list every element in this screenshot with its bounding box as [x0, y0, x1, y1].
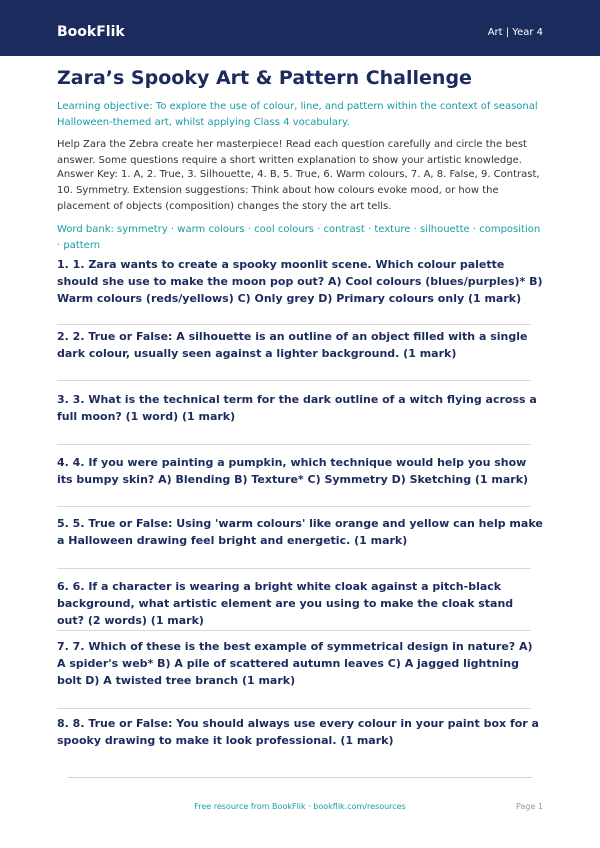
question-4: 4. 4. If you were painting a pumpkin, which technique would help you show its bumpy skin? A) Blending B) Texture* C) Symmetry D) Sketching (1 mark)	[57, 456, 529, 486]
question-1: 1. 1. Zara wants to create a spooky moonlit scene. Which colour palette should she use to make the moon pop out? A) Cool colours (blues/purples)* B) Warm colours (reds/yellows) C) Only grey D) Primary colours only (1 mark)	[57, 258, 543, 305]
answer-line	[57, 444, 531, 445]
question-6: 6. 6. If a character is wearing a bright white cloak against a pitch-black background, what artistic element are you using to make the cloak stand out? (2 words) (1 mark)	[57, 580, 514, 627]
answer-line	[57, 506, 531, 507]
page-header	[0, 0, 600, 56]
subject-year-label: Art | Year 4	[487, 27, 543, 38]
answer-line	[57, 380, 531, 381]
question-2: 2. 2. True or False: A silhouette is an outline of an object filled with a single dark colour, usually seen against a lighter background. (1 mark)	[57, 330, 528, 360]
question-3: 3. 3. What is the technical term for the dark outline of a witch flying across a full moon? (1 word) (1 mark)	[57, 393, 537, 423]
page-number: Page 1	[516, 802, 543, 811]
learning-objective: Learning objective: To explore the use of colour, line, and pattern within the context of seasonal Halloween-themed art, whilst applying Class 4 vocabulary.	[57, 101, 538, 128]
footer-text: Free resource from BookFlik · bookflik.com/resources	[194, 802, 406, 811]
brand-logo-text: BookFlik	[57, 24, 125, 40]
page-title: Zara’s Spooky Art & Pattern Challenge	[57, 67, 472, 89]
question-7: 7. 7. Which of these is the best example of symmetrical design in nature? A) A spider's web* B) A pile of scattered autumn leaves C) A jagged lightning bolt D) A twisted tree branch (1 mark)	[57, 640, 533, 687]
answer-line	[57, 324, 531, 325]
question-8: 8. 8. True or False: You should always use every colour in your paint box for a spooky drawing to make it look professional. (1 mark)	[57, 717, 539, 747]
question-5: 5. 5. True or False: Using 'warm colours' like orange and yellow can help make a Halloween drawing feel bright and energetic. (1 mark)	[57, 517, 543, 547]
answer-key: Answer Key: 1. A, 2. True, 3. Silhouette, 4. B, 5. True, 6. Warm colours, 7. A, 8. False, 9. Contrast, 10. Symmetry. Extension suggestions: Think about how colours evoke mood, or how the placement of objects (composition) changes the story the art tells.	[57, 169, 540, 212]
answer-line	[57, 568, 531, 569]
answer-line	[57, 630, 531, 631]
instructions: Help Zara the Zebra create her masterpiece! Read each question carefully and circle the best answer. Some questions require a short written explanation to show your artistic knowledge.	[57, 139, 527, 166]
footer-divider	[68, 777, 532, 778]
word-bank: Word bank: symmetry · warm colours · cool colours · contrast · texture · silhouette · composition · pattern	[57, 224, 541, 251]
answer-line	[57, 708, 531, 709]
